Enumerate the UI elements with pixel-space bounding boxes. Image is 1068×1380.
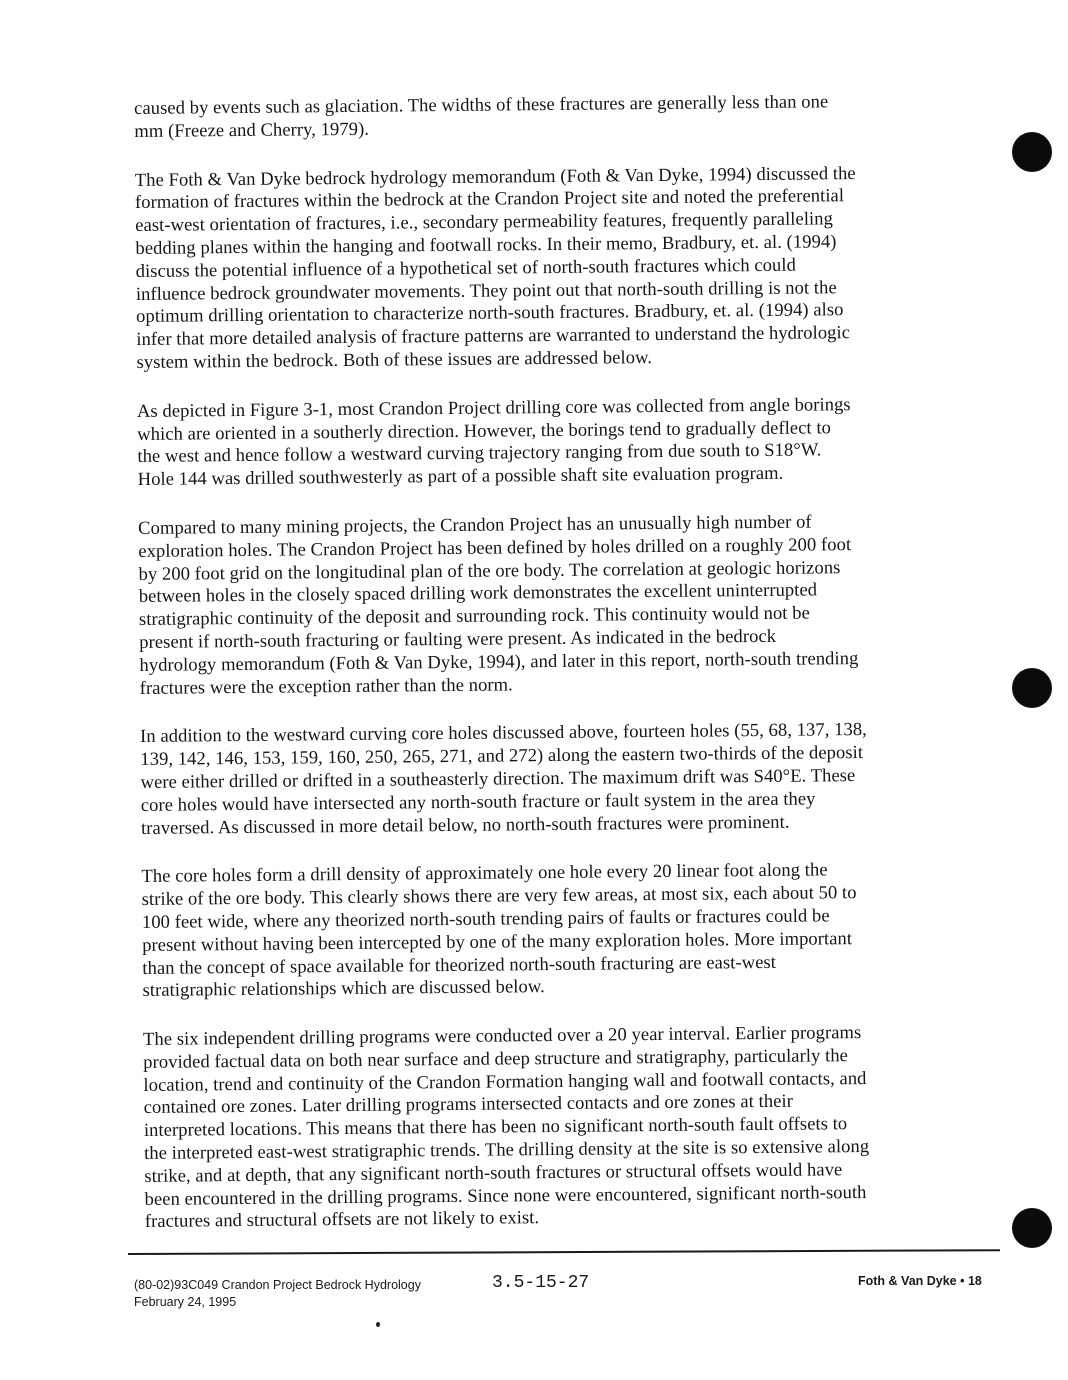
text-line: discuss the potential influence of a hypothetical set of north-south fractures which could — [135, 254, 796, 282]
text-line: present if north-south fracturing or faulting were present. As indicated in the bedrock — [139, 625, 777, 653]
binder-hole-middle — [1012, 668, 1052, 708]
text-line: provided factual data on both near surface and deep structure and stratigraphy, particularly the — [143, 1045, 849, 1073]
text-line: optimum drilling orientation to characterize north-south fractures. Bradbury, et. al. (1994) also — [136, 299, 844, 328]
text-line: formation of fractures within the bedrock at the Crandon Project site and noted the preferential — [134, 185, 845, 214]
text-line: interpreted locations. This means that there has been no significant north-south fault offsets to — [143, 1113, 848, 1142]
text-line: the interpreted east-west stratigraphic trends. The drilling density at the site is so extensive along — [144, 1136, 870, 1165]
text-line: between holes in the closely spaced drilling work demonstrates the excellent uninterrupted — [138, 579, 818, 608]
body-text — [134, 90, 985, 1260]
text-line: strike, and at depth, that any significant north-south fractures or structural offsets would have — [144, 1159, 843, 1187]
text-line: location, trend and continuity of the Crandon Formation hanging wall and footwall contacts, and — [143, 1067, 867, 1096]
footer-document-number: 3.5-15-27 — [492, 1273, 590, 1293]
text-line: hydrology memorandum (Foth & Van Dyke, 1994), and later in this report, north-south trending — [139, 647, 859, 676]
text-line: infer that more detailed analysis of fracture patterns are warranted to understand the hydrologic — [136, 322, 851, 351]
footer-page-number: Foth & Van Dyke • 18 — [858, 1274, 982, 1288]
paragraph-memorandum — [135, 162, 977, 375]
text-line: The core holes form a drill density of approximately one hole every 20 linear foot along the — [141, 859, 828, 888]
text-line: the west and hence follow a westward curving trajectory ranging from due south to S18°W. — [137, 439, 822, 468]
text-line: exploration holes. The Crandon Project has been defined by holes drilled on a roughly 200 foot — [138, 533, 852, 562]
text-line: mm (Freeze and Cherry, 1979). — [134, 118, 370, 142]
text-line: fractures were the exception rather than the norm. — [139, 673, 513, 699]
text-line: present without having been intercepted by one of the many exploration holes. More important — [142, 927, 853, 956]
scan-speck — [376, 1322, 380, 1327]
paragraph-southeasterly-holes — [140, 718, 981, 840]
binder-hole-top — [1012, 132, 1052, 172]
footer-project-info — [134, 1277, 421, 1311]
text-line: system within the bedrock. Both of these issues are addressed below. — [136, 347, 653, 373]
binder-hole-bottom — [1012, 1208, 1052, 1248]
text-line: been encountered in the drilling programs. Since none were encountered, significant north-south — [144, 1181, 867, 1210]
text-line: strike of the ore body. This clearly shows there are very few areas, at most six, each about 50 to — [141, 882, 857, 911]
paragraph-drill-density — [141, 858, 982, 1003]
text-line: Hole 144 was drilled southwesterly as part of a possible shaft site evaluation program. — [137, 462, 784, 491]
paragraph-figure-3-1 — [137, 393, 978, 492]
text-line: core holes would have intersected any north-south fracture or fault system in the area they — [140, 788, 816, 816]
text-line: which are oriented in a southerly direction. However, the borings tend to gradually deflect to — [137, 416, 832, 445]
text-line: bedding planes within the hanging and footwall rocks. In their memo, Bradbury, et. al. (1994) — [135, 231, 837, 259]
text-line: stratigraphic relationships which are discussed below. — [142, 976, 545, 1002]
text-line: The six independent drilling programs were conducted over a 20 year interval. Earlier programs — [142, 1022, 862, 1051]
paragraph-glaciation — [134, 90, 974, 144]
text-line: 100 feet wide, where any theorized north-south trending pairs of faults or fractures could be — [141, 905, 830, 933]
text-line: than the concept of space available for theorized north-south fracturing are east-west — [142, 951, 777, 979]
text-line: fractures and structural offsets are not likely to exist. — [144, 1207, 540, 1233]
text-line: influence bedrock groundwater movements. They point out that north-south drilling is not the — [135, 276, 837, 305]
text-line: east-west orientation of fractures, i.e., secondary permeability features, frequently paralleling — [135, 208, 833, 237]
text-line: stratigraphic continuity of the deposit and surrounding rock. This continuity would not be — [138, 602, 810, 631]
text-line: In addition to the westward curving core holes discussed above, fourteen holes (55, 68, 137, 138, — [140, 719, 867, 748]
text-line: Compared to many mining projects, the Crandon Project has an unusually high number of — [138, 511, 812, 539]
footer-project-line: (80-02)93C049 Crandon Project Bedrock Hydrology — [134, 1278, 421, 1292]
text-line: traversed. As discussed in more detail below, no north-south fractures were prominent. — [140, 811, 790, 839]
text-line: The Foth & Van Dyke bedrock hydrology memorandum (Foth & Van Dyke, 1994) discussed the — [134, 162, 856, 191]
text-line: by 200 foot grid on the longitudinal plan of the ore body. The correlation at geologic horizons — [138, 556, 841, 585]
text-line: were either drilled or drifted in a southeasterly direction. The maximum drift was S40°E. These — [140, 765, 856, 793]
footer-date: February 24, 1995 — [134, 1295, 237, 1309]
text-line: caused by events such as glaciation. The widths of these fractures are generally less than one — [134, 91, 829, 119]
text-line: contained ore zones. Later drilling programs intersected contacts and ore zones at their — [143, 1091, 794, 1119]
paragraph-drilling-programs — [143, 1021, 985, 1234]
text-line: 139, 142, 146, 153, 159, 160, 250, 265, 271, and 272) along the eastern two-thirds of the deposit — [140, 742, 864, 771]
paragraph-exploration-holes — [138, 510, 980, 700]
text-line: As depicted in Figure 3-1, most Crandon Project drilling core was collected from angle borings — [136, 393, 851, 422]
